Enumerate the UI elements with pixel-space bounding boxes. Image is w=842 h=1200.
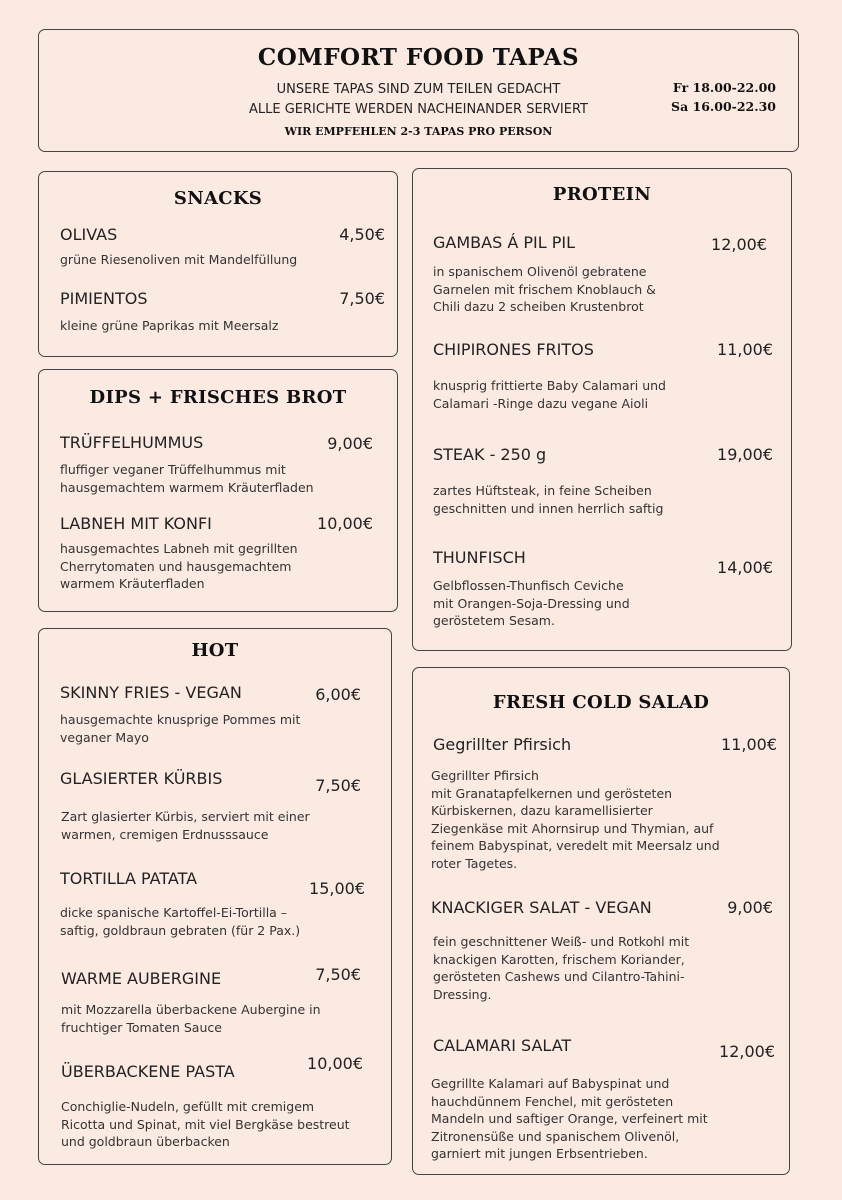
item-description xyxy=(433,933,689,1003)
desc-line: feinem Babyspinat, veredelt mit Meersalz und xyxy=(431,838,720,853)
desc-line: Ricotta und Spinat, mit viel Bergkäse bestreut xyxy=(61,1116,350,1132)
item-name: STEAK - 250 g xyxy=(433,445,547,464)
item-name: KNACKIGER SALAT - VEGAN xyxy=(431,898,652,917)
item-price: 19,00€ xyxy=(717,445,773,464)
item-name: LABNEH MIT KONFI xyxy=(60,514,212,533)
desc-line: Dressing. xyxy=(433,986,492,1002)
item-price: 10,00€ xyxy=(317,514,373,533)
section-snacks xyxy=(38,171,398,357)
item-description xyxy=(60,540,298,593)
desc-line: warmem Kräuterfladen xyxy=(60,576,205,591)
desc-line: hausgemachte knusprige Pommes mit xyxy=(60,712,301,727)
item-description: grüne Riesenoliven mit Mandelfüllung xyxy=(60,252,298,267)
header-line-1: UNSERE TAPAS SIND ZUM TEILEN GEDACHT xyxy=(276,82,561,97)
item-price: 14,00€ xyxy=(717,558,773,577)
section-protein xyxy=(412,168,792,651)
section-title: SNACKS xyxy=(173,188,263,209)
desc-line: Gelbflossen-Thunfisch Ceviche xyxy=(433,578,624,593)
header-box xyxy=(38,29,799,152)
item-description xyxy=(433,263,656,316)
desc-line: Ziegenkäse mit Ahornsirup und Thymian, auf xyxy=(431,820,714,836)
item-price: 12,00€ xyxy=(711,235,767,254)
section-title: PROTEIN xyxy=(552,184,652,205)
opening-hours-saturday: Sa 16.00-22.30 xyxy=(671,99,776,114)
desc-line: Gegrillte Kalamari auf Babyspinat und xyxy=(431,1076,670,1091)
desc-line: warmen, cremigen Erdnusssauce xyxy=(61,826,269,842)
item-price: 4,50€ xyxy=(339,225,385,244)
item-name: OLIVAS xyxy=(60,225,118,244)
item-description xyxy=(61,808,310,843)
desc-line: Zart glasierter Kürbis, serviert mit einer xyxy=(61,809,310,824)
item-name: THUNFISCH xyxy=(433,548,526,567)
item-description xyxy=(433,377,666,412)
item-name: PIMIENTOS xyxy=(60,289,148,308)
item-name: TRÜFFELHUMMUS xyxy=(60,433,204,452)
desc-line: gerösteten Cashews und Cilantro-Tahini- xyxy=(433,969,685,984)
item-description xyxy=(61,1001,321,1036)
section-title: FRESH COLD SALAD xyxy=(492,692,710,713)
item-price: 9,00€ xyxy=(727,898,773,917)
desc-line: knackigen Karotten, frischem Koriander, xyxy=(433,951,685,967)
opening-hours-friday: Fr 18.00-22.00 xyxy=(672,80,776,95)
item-price: 7,50€ xyxy=(339,289,385,308)
header-recommendation: WIR EMPFEHLEN 2-3 TAPAS PRO PERSON xyxy=(284,125,553,138)
section-hot xyxy=(38,628,392,1165)
section-title: HOT xyxy=(191,640,239,661)
item-price: 7,50€ xyxy=(315,965,361,984)
item-name: CALAMARI SALAT xyxy=(433,1036,572,1055)
item-price: 12,00€ xyxy=(719,1042,775,1061)
desc-line: Cherrytomaten und hausgemachtem xyxy=(60,558,292,574)
desc-line: Conchiglie-Nudeln, gefüllt mit cremigem xyxy=(61,1099,315,1114)
item-description xyxy=(431,767,720,872)
item-price: 11,00€ xyxy=(717,340,773,359)
desc-line: Gegrillter Pfirsich xyxy=(431,768,539,783)
item-price: 15,00€ xyxy=(309,879,365,898)
item-name: GLASIERTER KÜRBIS xyxy=(60,769,223,788)
desc-line: veganer Mayo xyxy=(60,729,149,745)
desc-line: knusprig frittierte Baby Calamari und xyxy=(433,378,666,393)
item-name: ÜBERBACKENE PASTA xyxy=(61,1062,235,1081)
desc-line: mit Mozzarella überbackene Aubergine in xyxy=(61,1002,321,1017)
item-name: CHIPIRONES FRITOS xyxy=(433,340,594,359)
item-description: kleine grüne Paprikas mit Meersalz xyxy=(60,318,279,333)
desc-line: Kürbiskernen, dazu karamellisierter xyxy=(431,803,653,818)
desc-line: zartes Hüftsteak, in feine Scheiben xyxy=(433,483,652,498)
desc-line: hausgemachtes Labneh mit gegrillten xyxy=(60,541,298,556)
item-description xyxy=(60,904,300,939)
desc-line: garniert mit jungen Erbsentrieben. xyxy=(431,1146,648,1161)
desc-line: Chili dazu 2 scheiben Krustenbrot xyxy=(433,299,644,314)
item-description xyxy=(60,461,314,496)
section-title: DIPS + FRISCHES BROT xyxy=(89,387,347,408)
item-description xyxy=(431,1075,708,1163)
desc-line: Calamari -Ringe dazu vegane Aioli xyxy=(433,395,649,411)
desc-line: und goldbraun überbacken xyxy=(61,1134,230,1149)
item-price: 9,00€ xyxy=(327,434,373,453)
desc-line: in spanischem Olivenöl gebratene xyxy=(433,264,647,279)
desc-line: fein geschnittener Weiß- und Rotkohl mit xyxy=(433,934,690,949)
item-price: 10,00€ xyxy=(307,1054,363,1073)
item-description xyxy=(60,711,300,746)
item-description xyxy=(433,482,663,517)
item-name: WARME AUBERGINE xyxy=(61,969,222,988)
item-description xyxy=(61,1098,350,1151)
desc-line: hauchdünnem Fenchel, mit gerösteten xyxy=(431,1093,674,1109)
desc-line: hausgemachtem warmem Kräuterfladen xyxy=(60,479,314,495)
desc-line: roter Tagetes. xyxy=(431,855,518,871)
desc-line: saftig, goldbraun gebraten (für 2 Pax.) xyxy=(60,922,301,938)
desc-line: fluffiger veganer Trüffelhummus mit xyxy=(60,462,286,477)
item-description xyxy=(433,577,630,630)
item-name: TORTILLA PATATA xyxy=(60,869,198,888)
desc-line: mit Granatapfelkernen und gerösteten xyxy=(431,785,673,801)
desc-line: dicke spanische Kartoffel-Ei-Tortilla – xyxy=(60,905,288,920)
desc-line: geschnitten und innen herrlich saftig xyxy=(433,500,664,516)
desc-line: fruchtiger Tomaten Sauce xyxy=(61,1019,222,1035)
desc-line: mit Orangen-Soja-Dressing und xyxy=(433,595,630,611)
desc-line: Zitronensüße und spanischem Olivenöl, xyxy=(431,1128,680,1144)
item-name: SKINNY FRIES - VEGAN xyxy=(60,683,242,702)
header-line-2: ALLE GERICHTE WERDEN NACHEINANDER SERVIERT xyxy=(249,102,588,117)
desc-line: Garnelen mit frischem Knoblauch & xyxy=(433,281,656,297)
item-price: 6,00€ xyxy=(315,685,361,704)
item-name: Gegrillter Pfirsich xyxy=(433,735,572,754)
desc-line: Mandeln und saftiger Orange, verfeinert mit xyxy=(431,1111,708,1126)
menu-title: COMFORT FOOD TAPAS xyxy=(257,44,580,71)
item-name: GAMBAS Á PIL PIL xyxy=(433,233,575,252)
item-price: 11,00€ xyxy=(721,735,777,754)
section-dips xyxy=(38,369,398,612)
desc-line: geröstetem Sesam. xyxy=(433,613,555,628)
item-price: 7,50€ xyxy=(315,776,361,795)
section-salad xyxy=(412,667,790,1175)
